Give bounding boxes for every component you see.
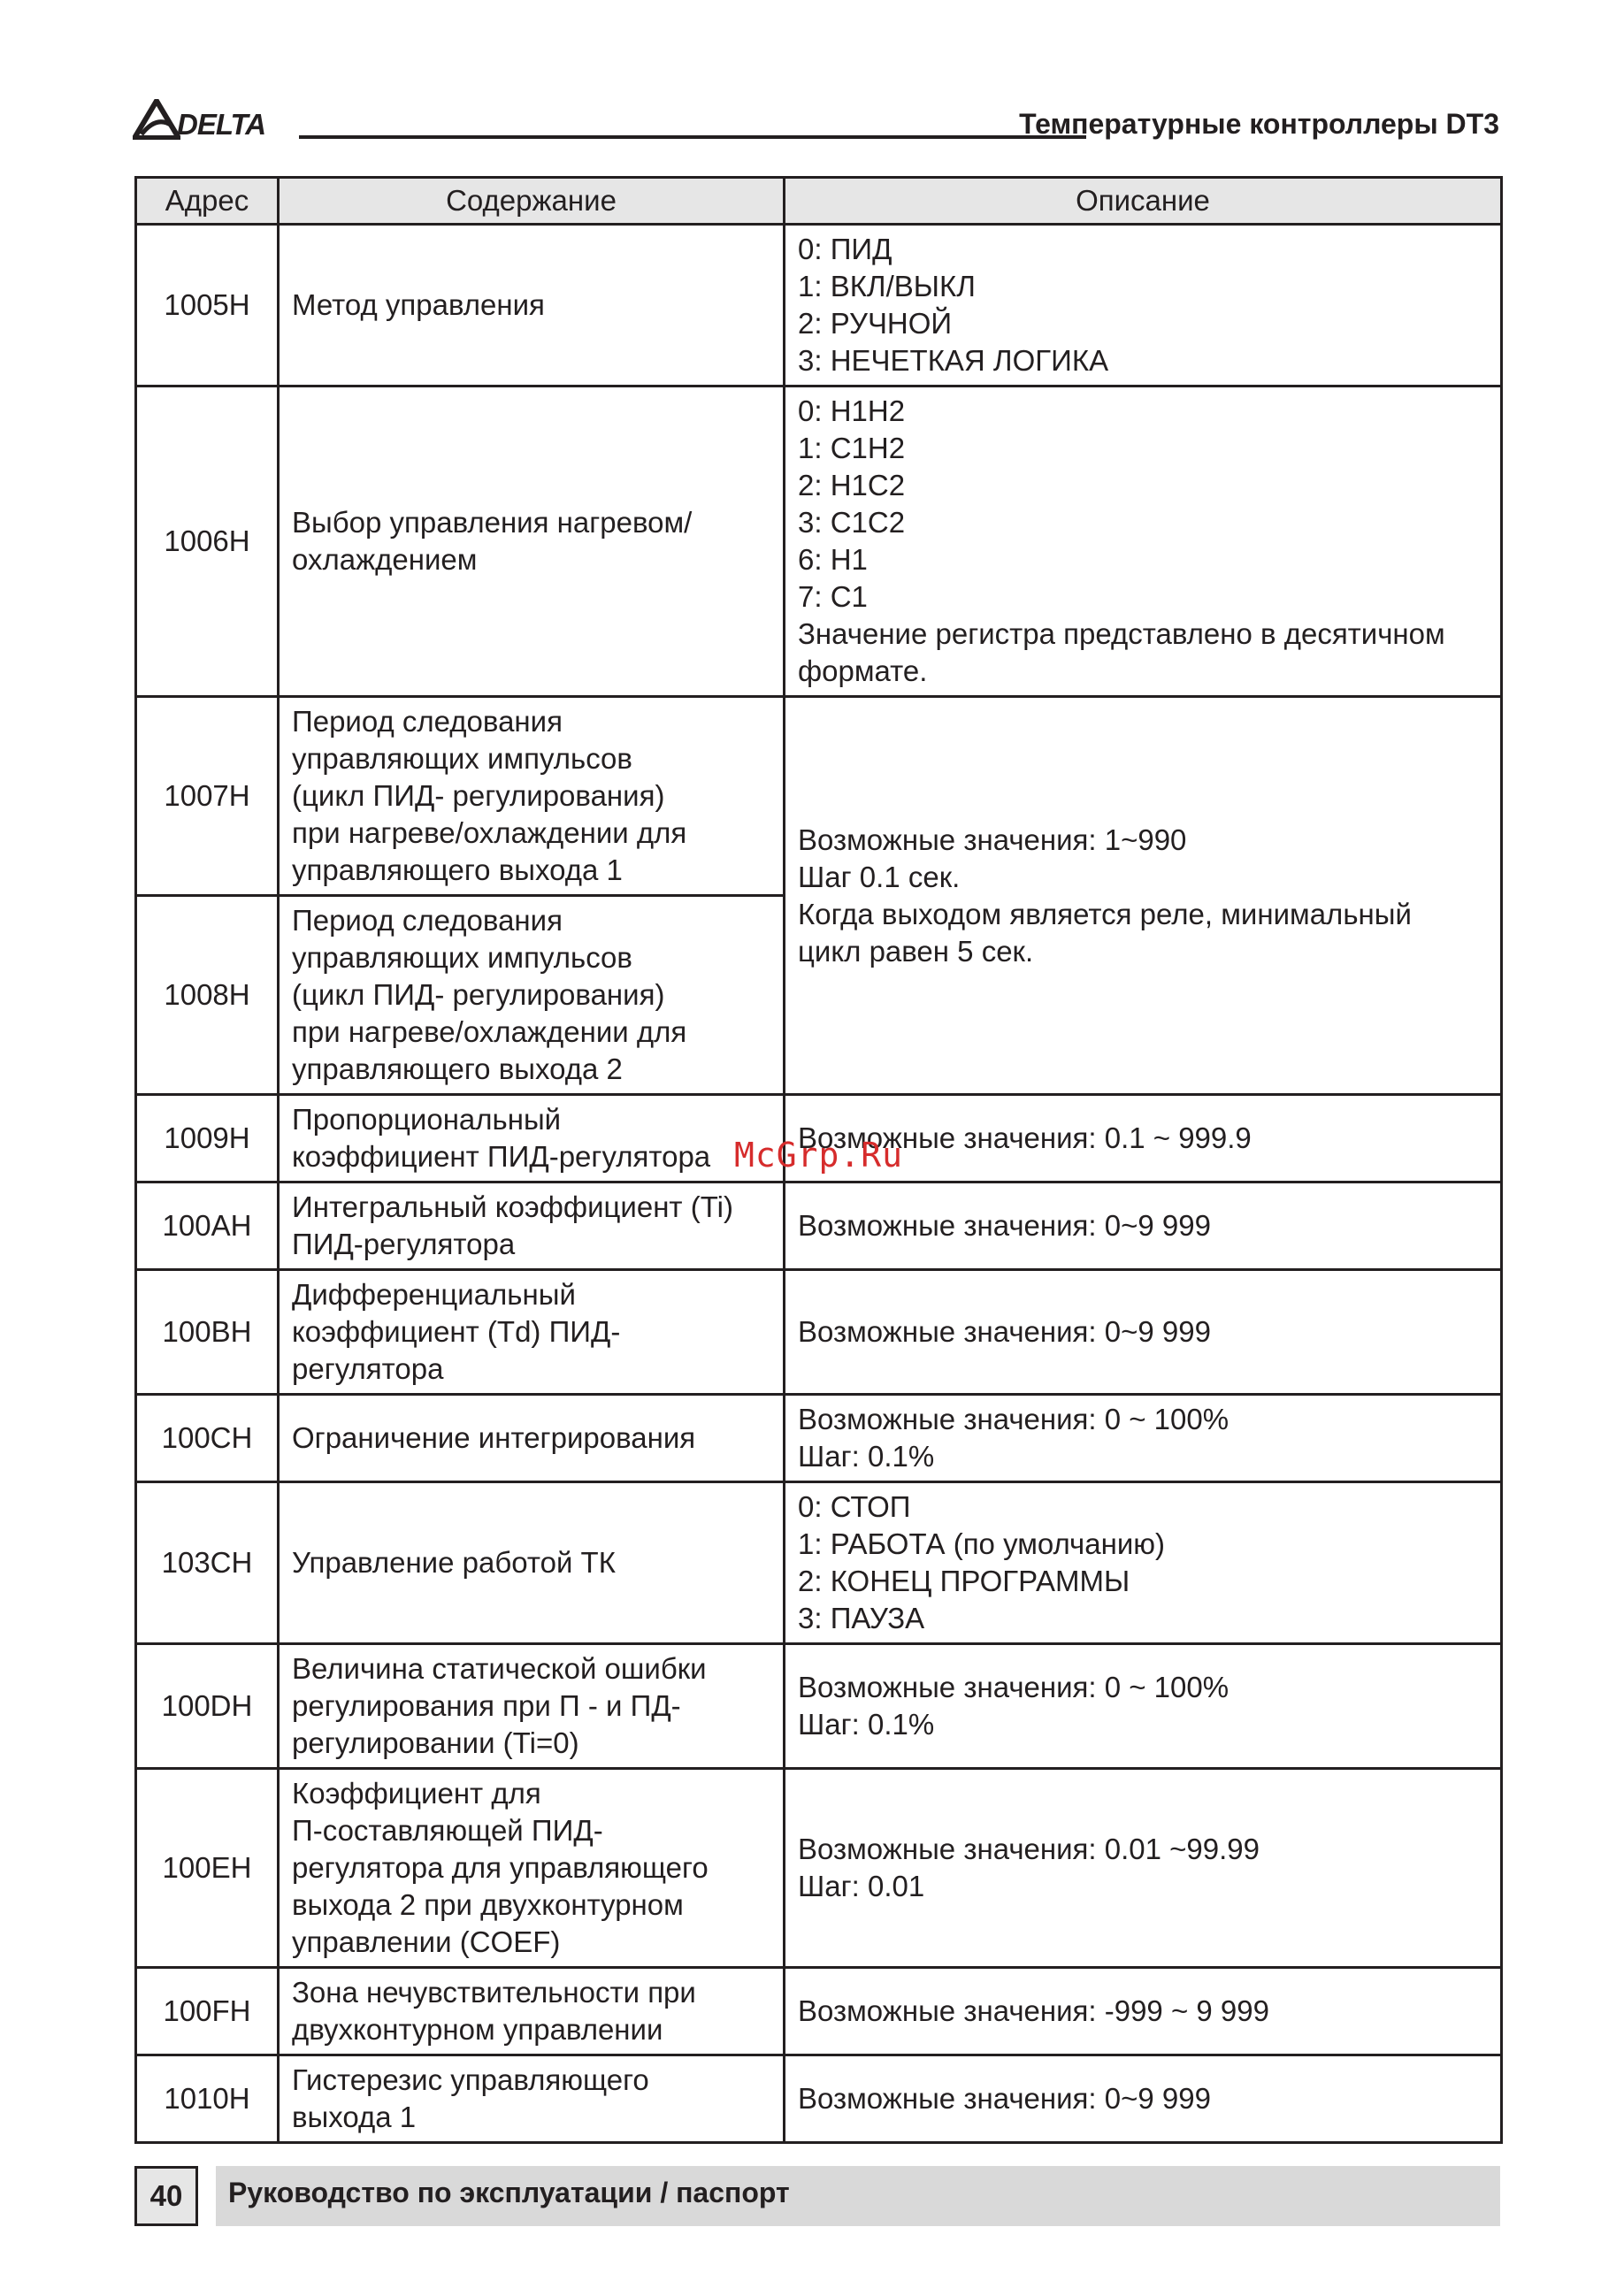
row-address: 1007H	[136, 697, 279, 896]
row-description: Возможные значения: 0 ~ 100% Шаг: 0.1%	[785, 1395, 1502, 1482]
table-row	[136, 1395, 1502, 1482]
row-content: Ограничение интегрирования	[279, 1395, 785, 1482]
row-address: 100CH	[136, 1395, 279, 1482]
row-content: Пропорциональный коэффициент ПИД-регулятора	[279, 1095, 785, 1182]
row-address: 1005H	[136, 225, 279, 386]
row-description: 0: СТОП 1: РАБОТА (по умолчанию) 2: КОНЕЦ ПРОГРАММЫ 3: ПАУЗА	[785, 1482, 1502, 1644]
row-content: Зона нечувствительности при двухконтурном управлении	[279, 1968, 785, 2055]
row-content: Управление работой ТК	[279, 1482, 785, 1644]
page-number: 40	[134, 2166, 198, 2226]
column-header-address: Адрес	[136, 178, 279, 225]
row-description: Возможные значения: 0~9 999	[785, 1270, 1502, 1395]
row-address: 1010H	[136, 2055, 279, 2143]
row-content: Выбор управления нагревом/ охлаждением	[279, 386, 785, 697]
delta-triangle-icon	[133, 99, 180, 140]
row-description: 0: H1H2 1: C1H2 2: H1C2 3: C1C2 6: H1 7: C1 Значение регистра представлено в десятичном формате.	[785, 386, 1502, 697]
column-header-description: Описание	[785, 178, 1502, 225]
row-address: 1006H	[136, 386, 279, 697]
table-row	[136, 225, 1502, 386]
header-rule	[299, 135, 1086, 139]
row-content: Интегральный коэффициент (Ti) ПИД-регулятора	[279, 1182, 785, 1270]
page-header	[133, 96, 1499, 149]
row-description: Возможные значения: 1~990 Шаг 0.1 сек. Когда выходом является реле, минимальный цикл равен 5 сек.	[785, 697, 1502, 1095]
table-row	[136, 2055, 1502, 2143]
row-address: 1009H	[136, 1095, 279, 1182]
table-row	[136, 1270, 1502, 1395]
row-address: 103CH	[136, 1482, 279, 1644]
table-row	[136, 1182, 1502, 1270]
footer-text: Руководство по эксплуатации / паспорт	[228, 2177, 790, 2208]
row-description: Возможные значения: 0 ~ 100% Шаг: 0.1%	[785, 1644, 1502, 1769]
row-content: Период следования управляющих импульсов (цикл ПИД- регулирования) при нагреве/охлаждении для управляющего выхода 2	[279, 896, 785, 1095]
table-row	[136, 697, 1502, 896]
logo-text: DELTA	[177, 108, 266, 141]
table-row	[136, 1482, 1502, 1644]
watermark: McGrp.Ru	[734, 1136, 904, 1175]
delta-logo	[133, 96, 274, 145]
row-description: Возможные значения: -999 ~ 9 999	[785, 1968, 1502, 2055]
row-address: 100EH	[136, 1769, 279, 1968]
row-content: Коэффициент для П-составляющей ПИД- регулятора для управляющего выхода 2 при двухконтурном управлении (COEF)	[279, 1769, 785, 1968]
row-address: 100BH	[136, 1270, 279, 1395]
footer-bar	[216, 2166, 1500, 2226]
row-content: Дифференциальный коэффициент (Td) ПИД- регулятора	[279, 1270, 785, 1395]
table-header-row	[136, 178, 1502, 225]
table-row	[136, 1644, 1502, 1769]
row-description: Возможные значения: 0.1 ~ 999.9	[785, 1095, 1502, 1182]
row-content: Метод управления	[279, 225, 785, 386]
table-row	[136, 1769, 1502, 1968]
row-address: 1008H	[136, 896, 279, 1095]
row-description: Возможные значения: 0~9 999	[785, 2055, 1502, 2143]
table-row	[136, 1968, 1502, 2055]
row-content: Период следования управляющих импульсов (цикл ПИД- регулирования) при нагреве/охлаждении для управляющего выхода 1	[279, 697, 785, 896]
page-footer	[134, 2166, 1500, 2226]
row-content: Величина статической ошибки регулирования при П - и ПД- регулировании (Ti=0)	[279, 1644, 785, 1769]
header-title: Температурные контроллеры DT3	[1019, 108, 1499, 140]
row-description: Возможные значения: 0.01 ~99.99 Шаг: 0.01	[785, 1769, 1502, 1968]
row-description: Возможные значения: 0~9 999	[785, 1182, 1502, 1270]
row-address: 100FH	[136, 1968, 279, 2055]
table-row	[136, 386, 1502, 697]
row-address: 100DH	[136, 1644, 279, 1769]
row-content: Гистерезис управляющего выхода 1	[279, 2055, 785, 2143]
row-description: 0: ПИД 1: ВКЛ/ВЫКЛ 2: РУЧНОЙ 3: НЕЧЕТКАЯ ЛОГИКА	[785, 225, 1502, 386]
column-header-content: Содержание	[279, 178, 785, 225]
row-address: 100AH	[136, 1182, 279, 1270]
